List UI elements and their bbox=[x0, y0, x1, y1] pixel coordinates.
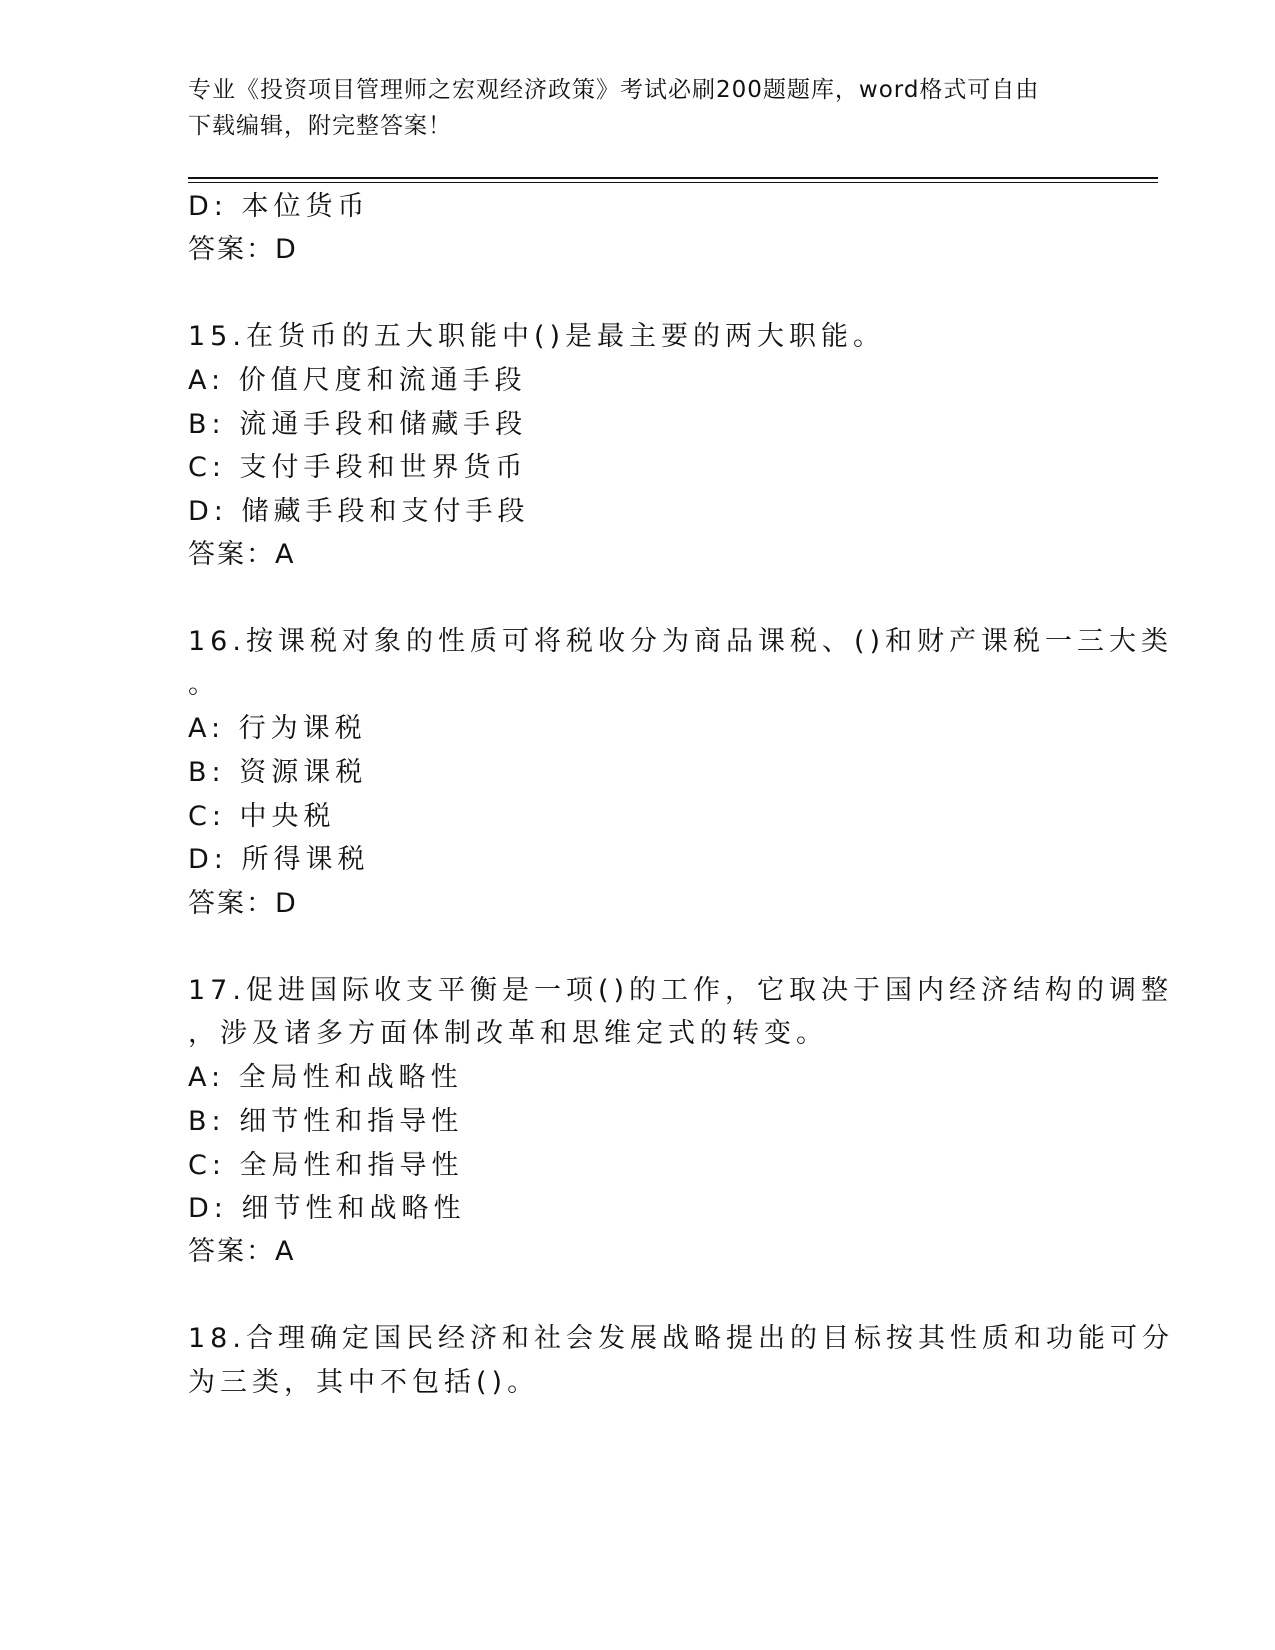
q15-answer: 答案：A bbox=[188, 539, 296, 570]
q18-stem-line-2: 为三类，其中不包括()。 bbox=[188, 1367, 540, 1398]
q15-option-b: B: 流通手段和储藏手段 bbox=[188, 409, 528, 440]
q17-answer: 答案：A bbox=[188, 1236, 296, 1267]
q17-option-c: C: 全局性和指导性 bbox=[188, 1150, 464, 1181]
header-rule-thin bbox=[188, 182, 1158, 183]
q16-answer: 答案：D bbox=[188, 888, 298, 919]
q15-option-d: D: 储藏手段和支付手段 bbox=[188, 496, 530, 527]
q15-option-a: A: 价值尺度和流通手段 bbox=[188, 365, 527, 396]
q17-option-b: B: 细节性和指导性 bbox=[188, 1106, 464, 1137]
header-line-1: 专业《投资项目管理师之宏观经济政策》考试必刷200题题库，word格式可自由 bbox=[188, 77, 1040, 103]
q17-stem-line-2: ，涉及诸多方面体制改革和思维定式的转变。 bbox=[188, 1018, 828, 1049]
q15-stem: 15.在货币的五大职能中()是最主要的两大职能。 bbox=[188, 321, 886, 352]
q16-option-c: C: 中央税 bbox=[188, 801, 336, 832]
q17-option-a: A: 全局性和战略性 bbox=[188, 1062, 463, 1093]
header-rule-thick bbox=[188, 177, 1158, 179]
q16-stem-line-1: 16.按课税对象的性质可将税收分为商品课税、()和财产课税一三大类 bbox=[188, 626, 1174, 657]
q16-option-d: D: 所得课税 bbox=[188, 844, 370, 875]
q17-stem-line-1: 17.促进国际收支平衡是一项()的工作，它取决于国内经济结构的调整 bbox=[188, 975, 1174, 1006]
q15-option-c: C: 支付手段和世界货币 bbox=[188, 452, 528, 483]
header-line-2: 下载编辑，附完整答案！ bbox=[188, 113, 452, 139]
prev-option-d: D: 本位货币 bbox=[188, 191, 370, 222]
q16-stem-line-2: 。 bbox=[188, 669, 220, 700]
q16-option-b: B: 资源课税 bbox=[188, 757, 368, 788]
document-header bbox=[188, 72, 1088, 144]
q16-option-a: A: 行为课税 bbox=[188, 713, 367, 744]
q18-stem-line-1: 18.合理确定国民经济和社会发展战略提出的目标按其性质和功能可分 bbox=[188, 1323, 1174, 1354]
q17-option-d: D: 细节性和战略性 bbox=[188, 1193, 466, 1224]
prev-answer: 答案：D bbox=[188, 234, 298, 265]
